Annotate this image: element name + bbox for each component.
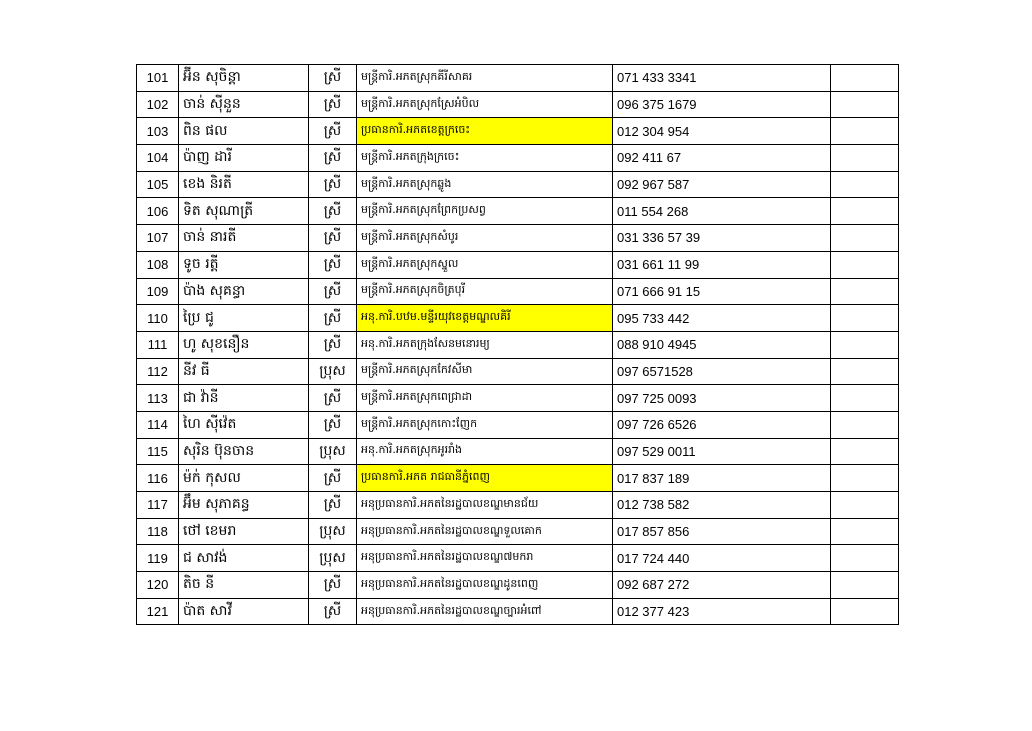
empty-cell [831, 411, 899, 438]
phone-cell: 092 967 587 [613, 171, 831, 198]
empty-cell [831, 518, 899, 545]
name-cell: ខេង និរតី [179, 171, 309, 198]
table-row [137, 171, 899, 198]
table-row [137, 305, 899, 332]
phone-cell: 017 837 189 [613, 465, 831, 492]
sex-cell: ស្រី [309, 91, 357, 118]
table-row [137, 278, 899, 305]
phone-cell: 096 375 1679 [613, 91, 831, 118]
position-cell: អនុប្រធានការិ.អភតនៃរដ្ឋបាលខណ្ឌទួលគោក [357, 518, 613, 545]
phone-cell: 031 336 57 39 [613, 225, 831, 252]
empty-cell [831, 65, 899, 92]
phone-cell: 012 304 954 [613, 118, 831, 145]
phone-cell: 017 724 440 [613, 545, 831, 572]
name-cell: ជា វ៉ានី [179, 385, 309, 412]
staff-table-body [137, 65, 899, 625]
phone-cell: 097 6571528 [613, 358, 831, 385]
empty-cell [831, 225, 899, 252]
sex-cell: ស្រី [309, 465, 357, 492]
sex-cell: ស្រី [309, 331, 357, 358]
table-row [137, 545, 899, 572]
name-cell: ប៉ាង សុគន្ធា [179, 278, 309, 305]
name-cell: ចាន់ ស៊ីនួន [179, 91, 309, 118]
row-number-cell: 107 [137, 225, 179, 252]
name-cell: ចាន់ នារតី [179, 225, 309, 252]
empty-cell [831, 145, 899, 172]
table-row [137, 225, 899, 252]
position-cell: អនុប្រធានការិ.អភតនៃរដ្ឋបាលខណ្ឌច្បារអំពៅ [357, 598, 613, 625]
name-cell: ហូ សុខនឿន [179, 331, 309, 358]
phone-cell: 012 377 423 [613, 598, 831, 625]
empty-cell [831, 91, 899, 118]
position-cell: មន្ត្រីការិ.អភតស្រុកកែវសីមា [357, 358, 613, 385]
row-number-cell: 116 [137, 465, 179, 492]
table-row [137, 198, 899, 225]
name-cell: ប៉ាញ ដារី [179, 145, 309, 172]
sex-cell: ប្រុស [309, 438, 357, 465]
empty-cell [831, 331, 899, 358]
row-number-cell: 121 [137, 598, 179, 625]
name-cell: ពិន ផល [179, 118, 309, 145]
row-number-cell: 110 [137, 305, 179, 332]
sex-cell: ស្រី [309, 411, 357, 438]
table-row [137, 598, 899, 625]
empty-cell [831, 385, 899, 412]
phone-cell: 092 687 272 [613, 572, 831, 599]
sex-cell: ស្រី [309, 251, 357, 278]
position-cell: មន្ត្រីការិ.អភតស្រុកព្រែកប្រសព្វ [357, 198, 613, 225]
name-cell: សុរិន ប៊ុនចាន [179, 438, 309, 465]
empty-cell [831, 438, 899, 465]
row-number-cell: 119 [137, 545, 179, 572]
position-cell: មន្ត្រីការិ.អភតស្រុកគីរីសាគរ [357, 65, 613, 92]
row-number-cell: 105 [137, 171, 179, 198]
name-cell: ទូច រត្តី [179, 251, 309, 278]
empty-cell [831, 572, 899, 599]
sex-cell: ស្រី [309, 225, 357, 252]
sex-cell: ស្រី [309, 118, 357, 145]
sex-cell: ស្រី [309, 198, 357, 225]
name-cell: តិច នី [179, 572, 309, 599]
phone-cell: 011 554 268 [613, 198, 831, 225]
position-cell: មន្ត្រីការិ.អភតស្រុកសំបូរ [357, 225, 613, 252]
sex-cell: ស្រី [309, 65, 357, 92]
row-number-cell: 114 [137, 411, 179, 438]
name-cell: ប្រៃ ជូ [179, 305, 309, 332]
phone-cell: 071 433 3341 [613, 65, 831, 92]
sex-cell: ស្រី [309, 145, 357, 172]
phone-cell: 012 738 582 [613, 492, 831, 519]
name-cell: ហៃ ស៊ីវ៉េត [179, 411, 309, 438]
empty-cell [831, 358, 899, 385]
phone-cell: 088 910 4945 [613, 331, 831, 358]
table-row [137, 572, 899, 599]
position-cell: អនុ.ការិ.បឋម.មន្ទីរយុវខេត្តមណ្ឌលគិរី [357, 305, 613, 332]
name-cell: ថៅ ខេមរា [179, 518, 309, 545]
name-cell: អ៊ីន សុចិន្តា [179, 65, 309, 92]
name-cell: ជ សាវង់ [179, 545, 309, 572]
sex-cell: ស្រី [309, 385, 357, 412]
name-cell: នីវ ធី [179, 358, 309, 385]
row-number-cell: 118 [137, 518, 179, 545]
empty-cell [831, 598, 899, 625]
position-cell: ប្រធានការិ.អភត រាជធានីភ្នំពេញ [357, 465, 613, 492]
name-cell: ទិត សុណាត្រី [179, 198, 309, 225]
name-cell: ម៉ក់ កុសល [179, 465, 309, 492]
staff-table [136, 64, 899, 625]
table-row [137, 118, 899, 145]
table-row [137, 492, 899, 519]
position-cell: មន្ត្រីការិ.អភតស្រុកស្រែអំបិល [357, 91, 613, 118]
sex-cell: ស្រី [309, 278, 357, 305]
empty-cell [831, 492, 899, 519]
row-number-cell: 103 [137, 118, 179, 145]
position-cell: មន្ត្រីការិ.អភតក្រុងក្រចេះ [357, 145, 613, 172]
row-number-cell: 117 [137, 492, 179, 519]
table-row [137, 91, 899, 118]
sex-cell: ប្រុស [309, 545, 357, 572]
phone-cell: 095 733 442 [613, 305, 831, 332]
row-number-cell: 115 [137, 438, 179, 465]
sex-cell: ប្រុស [309, 358, 357, 385]
sex-cell: ស្រី [309, 305, 357, 332]
empty-cell [831, 465, 899, 492]
table-row [137, 385, 899, 412]
row-number-cell: 101 [137, 65, 179, 92]
sex-cell: ស្រី [309, 492, 357, 519]
position-cell: អនុប្រធានការិ.អភតនៃរដ្ឋបាលខណ្ឌដូនពេញ [357, 572, 613, 599]
phone-cell: 097 726 6526 [613, 411, 831, 438]
position-cell: មន្ត្រីការិ.អភតស្រុកកោះញែក [357, 411, 613, 438]
table-row [137, 358, 899, 385]
row-number-cell: 102 [137, 91, 179, 118]
position-cell: មន្ត្រីការិ.អភតស្រុកចិត្របុរី [357, 278, 613, 305]
row-number-cell: 108 [137, 251, 179, 278]
position-cell: អនុប្រធានការិ.អភតនៃរដ្ឋបាលខណ្ឌមានជ័យ [357, 492, 613, 519]
table-row [137, 65, 899, 92]
table-row [137, 331, 899, 358]
row-number-cell: 109 [137, 278, 179, 305]
empty-cell [831, 545, 899, 572]
position-cell: អនុ.ការិ.អភតក្រុងសែនមនោរម្យ [357, 331, 613, 358]
sex-cell: ស្រី [309, 171, 357, 198]
table-row [137, 145, 899, 172]
empty-cell [831, 198, 899, 225]
position-cell: មន្ត្រីការិ.អភតស្រុកពេជ្រាដា [357, 385, 613, 412]
row-number-cell: 106 [137, 198, 179, 225]
table-row [137, 518, 899, 545]
position-cell: ប្រធានការិ.អភតខេត្តក្រចេះ [357, 118, 613, 145]
row-number-cell: 112 [137, 358, 179, 385]
sex-cell: ស្រី [309, 598, 357, 625]
row-number-cell: 104 [137, 145, 179, 172]
row-number-cell: 111 [137, 331, 179, 358]
phone-cell: 092 411 67 [613, 145, 831, 172]
phone-cell: 097 529 0011 [613, 438, 831, 465]
name-cell: ប៉ាត សាវី [179, 598, 309, 625]
phone-cell: 031 661 11 99 [613, 251, 831, 278]
row-number-cell: 120 [137, 572, 179, 599]
sex-cell: ប្រុស [309, 518, 357, 545]
position-cell: អនុប្រធានការិ.អភតនៃរដ្ឋបាលខណ្ឌ៧មករា [357, 545, 613, 572]
table-row [137, 411, 899, 438]
position-cell: មន្ត្រីការិ.អភតស្រុកឆ្លូង [357, 171, 613, 198]
position-cell: មន្ត្រីការិ.អភតស្រុកស្នួល [357, 251, 613, 278]
empty-cell [831, 278, 899, 305]
table-row [137, 465, 899, 492]
table-row [137, 438, 899, 465]
empty-cell [831, 251, 899, 278]
position-cell: អនុ.ការិ.អភតស្រុកអូររាំង [357, 438, 613, 465]
name-cell: អ៊ឹម សុភាគន្ធ [179, 492, 309, 519]
empty-cell [831, 305, 899, 332]
table-row [137, 251, 899, 278]
phone-cell: 017 857 856 [613, 518, 831, 545]
sex-cell: ស្រី [309, 572, 357, 599]
row-number-cell: 113 [137, 385, 179, 412]
phone-cell: 097 725 0093 [613, 385, 831, 412]
phone-cell: 071 666 91 15 [613, 278, 831, 305]
empty-cell [831, 171, 899, 198]
empty-cell [831, 118, 899, 145]
